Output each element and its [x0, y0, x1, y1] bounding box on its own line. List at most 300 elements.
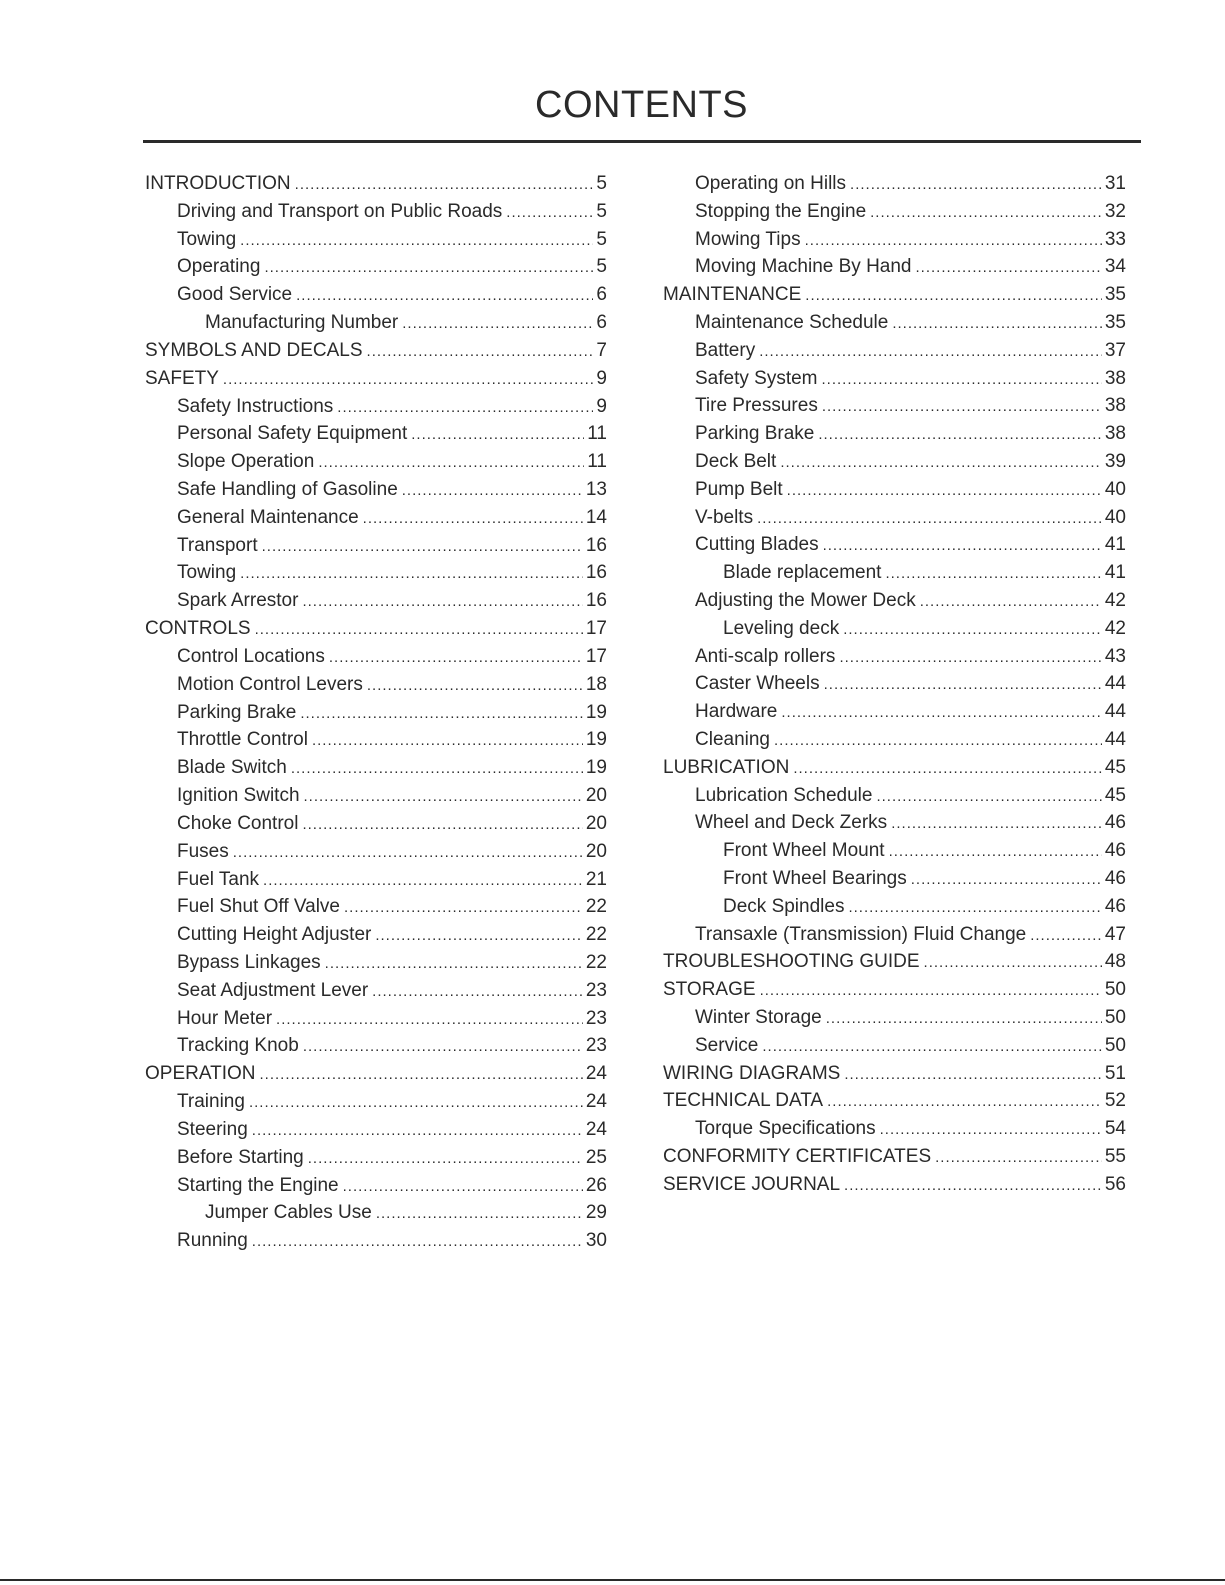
dot-leader	[870, 203, 1102, 223]
toc-entry-page: 47	[1104, 924, 1126, 945]
toc-entry-title: Anti-scalp rollers	[695, 646, 836, 667]
toc-entry-page: 44	[1104, 729, 1126, 750]
toc-entry-title: V-belts	[695, 507, 754, 528]
toc-entry-title: Before Starting	[177, 1147, 304, 1168]
toc-entry-title: Adjusting the Mower Deck	[695, 590, 916, 611]
toc-entry-title: Transport	[177, 535, 258, 556]
toc-entry[interactable]	[205, 313, 607, 333]
toc-entry-title: Seat Adjustment Lever	[177, 980, 369, 1001]
dot-leader	[822, 397, 1102, 417]
toc-entry-page: 50	[1104, 1007, 1126, 1028]
toc-entry-title: Parking Brake	[695, 423, 815, 444]
toc-entry[interactable]	[145, 619, 607, 639]
toc-entry-page: 39	[1104, 451, 1126, 472]
toc-entry[interactable]	[145, 1064, 607, 1084]
dot-leader	[302, 815, 582, 835]
toc-entry[interactable]	[695, 424, 1126, 444]
toc-entry-page: 38	[1104, 423, 1126, 444]
toc-entry-page: 24	[585, 1119, 607, 1140]
toc-entry-title: Tire Pressures	[695, 395, 818, 416]
toc-entry-page: 42	[1104, 590, 1126, 611]
toc-entry-page: 44	[1104, 701, 1126, 722]
dot-leader	[367, 676, 583, 696]
toc-entry[interactable]	[663, 758, 1126, 778]
dot-leader	[260, 1065, 583, 1085]
toc-entry[interactable]	[695, 341, 1126, 361]
dot-leader	[843, 620, 1102, 640]
toc-entry-page: 46	[1104, 812, 1126, 833]
toc-entry-title: Pump Belt	[695, 479, 783, 500]
dot-leader	[822, 370, 1102, 390]
toc-entry-title: Safe Handling of Gasoline	[177, 479, 398, 500]
toc-entry-title: Caster Wheels	[695, 673, 820, 694]
toc-entry-page: 48	[1104, 951, 1126, 972]
toc-entry[interactable]	[723, 563, 1126, 583]
toc-entry-title: Bypass Linkages	[177, 952, 321, 973]
toc-entry[interactable]	[177, 953, 607, 973]
dot-leader	[304, 787, 583, 807]
dot-leader	[774, 731, 1102, 751]
dot-leader	[805, 231, 1102, 251]
toc-entry[interactable]	[177, 786, 607, 806]
toc-entry-page: 24	[585, 1091, 607, 1112]
dot-leader	[844, 1065, 1102, 1085]
dot-leader	[343, 1177, 583, 1197]
toc-entry-page: 50	[1104, 979, 1126, 1000]
toc-entry-title: LUBRICATION	[663, 757, 790, 778]
toc-entry-title: General Maintenance	[177, 507, 359, 528]
toc-entry-title: Throttle Control	[177, 729, 308, 750]
dot-leader	[839, 648, 1101, 668]
toc-entry-page: 5	[596, 229, 607, 250]
dot-leader	[308, 1149, 583, 1169]
toc-entry-title: Towing	[177, 562, 237, 583]
toc-entry-page: 11	[587, 423, 607, 444]
toc-entry-page: 38	[1104, 395, 1126, 416]
toc-entry[interactable]	[695, 535, 1126, 555]
dot-leader	[329, 648, 583, 668]
dot-leader	[924, 953, 1102, 973]
dot-leader	[827, 1092, 1102, 1112]
dot-leader	[824, 675, 1102, 695]
toc-entry[interactable]	[695, 508, 1126, 528]
dot-leader	[255, 620, 583, 640]
toc-entry-title: Towing	[177, 229, 237, 250]
toc-entry-title: Moving Machine By Hand	[695, 256, 912, 277]
dot-leader	[818, 425, 1102, 445]
toc-entry-title: TECHNICAL DATA	[663, 1090, 824, 1111]
toc-entry-title: Operating	[177, 256, 261, 277]
dot-leader	[781, 703, 1101, 723]
toc-entry-page: 46	[1104, 868, 1126, 889]
toc-entry-title: OPERATION	[145, 1063, 256, 1084]
toc-entry-page: 56	[1104, 1174, 1126, 1195]
dot-leader	[337, 398, 593, 418]
dot-leader	[506, 203, 593, 223]
toc-entry-title: Blade Switch	[177, 757, 287, 778]
dot-leader	[892, 314, 1102, 334]
toc-entry-page: 22	[585, 896, 607, 917]
toc-entry-title: Ignition Switch	[177, 785, 300, 806]
toc-entry[interactable]	[695, 813, 1126, 833]
dot-leader	[223, 370, 594, 390]
toc-entry[interactable]	[663, 980, 1126, 1000]
dot-leader	[850, 175, 1102, 195]
dot-leader	[889, 842, 1102, 862]
toc-entry[interactable]	[723, 841, 1126, 861]
toc-entry[interactable]	[695, 1036, 1126, 1056]
toc-entry-page: 45	[1104, 785, 1126, 806]
toc-entry-page: 45	[1104, 757, 1126, 778]
dot-leader	[411, 425, 584, 445]
toc-entry-page: 37	[1104, 340, 1126, 361]
toc-entry-page: 35	[1104, 284, 1126, 305]
toc-entry-title: Deck Spindles	[723, 896, 845, 917]
toc-entry[interactable]	[695, 396, 1126, 416]
toc-entry-page: 18	[585, 674, 607, 695]
toc-entry[interactable]	[695, 591, 1126, 611]
toc-entry-page: 25	[585, 1147, 607, 1168]
toc-entry-page: 51	[1104, 1063, 1126, 1084]
toc-entry-page: 23	[585, 1008, 607, 1029]
toc-entry[interactable]	[177, 1036, 607, 1056]
toc-entry-page: 29	[585, 1202, 607, 1223]
toc-entry[interactable]	[177, 925, 607, 945]
toc-entry-page: 21	[585, 869, 607, 890]
toc-entry-title: Safety Instructions	[177, 396, 334, 417]
dot-leader	[935, 1148, 1102, 1168]
toc-entry[interactable]	[695, 313, 1126, 333]
dot-leader	[363, 509, 583, 529]
toc-entry-title: Torque Specifications	[695, 1118, 876, 1139]
dot-leader	[296, 286, 593, 306]
toc-entry-page: 17	[585, 618, 607, 639]
dot-leader	[402, 481, 583, 501]
toc-entry[interactable]	[145, 174, 607, 194]
toc-entry-title: Fuel Shut Off Valve	[177, 896, 340, 917]
dot-leader	[920, 592, 1102, 612]
toc-entry[interactable]	[723, 869, 1126, 889]
toc-entry[interactable]	[177, 480, 607, 500]
toc-entry[interactable]	[177, 703, 607, 723]
toc-entry-title: Cutting Height Adjuster	[177, 924, 372, 945]
toc-entry-page: 23	[585, 980, 607, 1001]
toc-entry-page: 33	[1104, 229, 1126, 250]
toc-entry[interactable]	[695, 480, 1126, 500]
dot-leader	[263, 871, 583, 891]
toc-entry[interactable]	[695, 230, 1126, 250]
dot-leader	[240, 231, 593, 251]
toc-entry-page: 41	[1104, 562, 1126, 583]
toc-entry-page: 46	[1104, 896, 1126, 917]
dot-leader	[844, 1176, 1102, 1196]
toc-entry-title: INTRODUCTION	[145, 173, 291, 194]
toc-entry[interactable]	[177, 230, 607, 250]
toc-entry-title: Hardware	[695, 701, 778, 722]
toc-entry-page: 11	[587, 451, 607, 472]
toc-entry-page: 50	[1104, 1035, 1126, 1056]
dot-leader	[252, 1232, 583, 1252]
dot-leader	[300, 704, 583, 724]
toc-entry-page: 5	[596, 173, 607, 194]
dot-leader	[249, 1093, 583, 1113]
toc-entry-title: Battery	[695, 340, 756, 361]
toc-entry-title: Running	[177, 1230, 248, 1251]
toc-entry[interactable]	[177, 1009, 607, 1029]
toc-entry-title: CONTROLS	[145, 618, 251, 639]
dot-leader	[885, 564, 1101, 584]
dot-leader	[375, 926, 583, 946]
toc-entry-page: 5	[596, 201, 607, 222]
toc-entry-title: Front Wheel Bearings	[723, 868, 907, 889]
toc-entry-title: Tracking Knob	[177, 1035, 299, 1056]
dot-leader	[318, 453, 584, 473]
toc-entry-title: Good Service	[177, 284, 293, 305]
dot-leader	[891, 814, 1102, 834]
title-divider	[143, 140, 1141, 143]
toc-entry[interactable]	[695, 174, 1126, 194]
toc-entry[interactable]	[177, 981, 607, 1001]
toc-entry-title: Manufacturing Number	[205, 312, 399, 333]
toc-entry[interactable]	[695, 786, 1126, 806]
toc-entry[interactable]	[177, 1092, 607, 1112]
toc-entry-page: 41	[1104, 534, 1126, 555]
dot-leader	[233, 843, 583, 863]
dot-leader	[916, 258, 1102, 278]
toc-entry[interactable]	[205, 1203, 607, 1223]
dot-leader	[264, 258, 593, 278]
toc-entry-page: 52	[1104, 1090, 1126, 1111]
dot-leader	[312, 731, 583, 751]
toc-entry-page: 6	[596, 284, 607, 305]
toc-entry[interactable]	[695, 369, 1126, 389]
toc-entry[interactable]	[723, 619, 1126, 639]
toc-entry[interactable]	[177, 758, 607, 778]
dot-leader	[759, 342, 1102, 362]
toc-entry-title: Hour Meter	[177, 1008, 273, 1029]
toc-entry-title: Maintenance Schedule	[695, 312, 889, 333]
bottom-divider	[0, 1579, 1225, 1581]
toc-entry[interactable]	[177, 424, 607, 444]
toc-entry[interactable]	[145, 341, 607, 361]
toc-entry[interactable]	[695, 257, 1126, 277]
toc-entry-title: SAFETY	[145, 368, 219, 389]
toc-entry[interactable]	[177, 1148, 607, 1168]
toc-entry[interactable]	[177, 842, 607, 862]
toc-entry-title: Personal Safety Equipment	[177, 423, 408, 444]
toc-entry-page: 22	[585, 952, 607, 973]
toc-entry[interactable]	[177, 257, 607, 277]
toc-entry-title: Stopping the Engine	[695, 201, 867, 222]
toc-entry-page: 31	[1104, 173, 1126, 194]
toc-entry[interactable]	[177, 897, 607, 917]
toc-entry[interactable]	[663, 1175, 1126, 1195]
toc-entry-title: SYMBOLS AND DECALS	[145, 340, 363, 361]
toc-entry-title: MAINTENANCE	[663, 284, 802, 305]
toc-entry[interactable]	[177, 1231, 607, 1251]
toc-entry[interactable]	[695, 452, 1126, 472]
toc-entry-page: 26	[585, 1175, 607, 1196]
toc-entry-title: Front Wheel Mount	[723, 840, 885, 861]
toc-entry[interactable]	[177, 202, 607, 222]
toc-entry-page: 55	[1104, 1146, 1126, 1167]
toc-entry[interactable]	[695, 730, 1126, 750]
dot-leader	[780, 453, 1102, 473]
dot-leader	[787, 481, 1102, 501]
toc-entry-page: 24	[585, 1063, 607, 1084]
dot-leader	[402, 314, 593, 334]
dot-leader	[302, 592, 582, 612]
toc-entry-page: 16	[585, 562, 607, 583]
toc-entry-title: Training	[177, 1091, 245, 1112]
dot-leader	[823, 536, 1102, 556]
dot-leader	[367, 342, 594, 362]
toc-entry[interactable]	[695, 1008, 1126, 1028]
toc-entry-title: Operating on Hills	[695, 173, 847, 194]
toc-entry-page: 40	[1104, 507, 1126, 528]
toc-entry-page: 22	[585, 924, 607, 945]
toc-entry-page: 38	[1104, 368, 1126, 389]
toc-entry-page: 20	[585, 841, 607, 862]
toc-entry-page: 16	[585, 535, 607, 556]
toc-entry-title: Fuses	[177, 841, 229, 862]
toc-entry-page: 44	[1104, 673, 1126, 694]
dot-leader	[757, 509, 1102, 529]
dot-leader	[325, 954, 583, 974]
toc-entry[interactable]	[695, 1119, 1126, 1139]
toc-entry[interactable]	[177, 563, 607, 583]
toc-entry[interactable]	[663, 1147, 1126, 1167]
dot-leader	[793, 759, 1102, 779]
toc-entry-title: STORAGE	[663, 979, 756, 1000]
toc-entry-title: Lubrication Schedule	[695, 785, 873, 806]
toc-entry-title: Starting the Engine	[177, 1175, 339, 1196]
toc-entry-title: Motion Control Levers	[177, 674, 363, 695]
toc-entry[interactable]	[177, 397, 607, 417]
dot-leader	[826, 1009, 1102, 1029]
dot-leader	[880, 1120, 1102, 1140]
toc-entry-page: 13	[585, 479, 607, 500]
toc-entry-title: Control Locations	[177, 646, 325, 667]
toc-entry[interactable]	[177, 452, 607, 472]
dot-leader	[240, 564, 583, 584]
toc-entry-page: 42	[1104, 618, 1126, 639]
page-title: CONTENTS	[535, 84, 748, 126]
toc-entry-page: 40	[1104, 479, 1126, 500]
toc-entry-page: 20	[585, 813, 607, 834]
toc-entry[interactable]	[177, 508, 607, 528]
toc-entry[interactable]	[663, 285, 1126, 305]
toc-entry-title: WIRING DIAGRAMS	[663, 1063, 841, 1084]
dot-leader	[805, 286, 1102, 306]
toc-entry-title: Mowing Tips	[695, 229, 801, 250]
toc-entry-page: 9	[596, 396, 607, 417]
toc-entry-page: 9	[596, 368, 607, 389]
dot-leader	[376, 1204, 583, 1224]
toc-entry-page: 54	[1104, 1118, 1126, 1139]
toc-entry-title: Jumper Cables Use	[205, 1202, 372, 1223]
toc-entry-page: 16	[585, 590, 607, 611]
toc-entry[interactable]	[177, 285, 607, 305]
toc-entry[interactable]	[695, 925, 1126, 945]
dot-leader	[762, 1037, 1102, 1057]
toc-entry-title: Spark Arrestor	[177, 590, 299, 611]
toc-entry[interactable]	[663, 952, 1126, 972]
toc-entry-title: Leveling deck	[723, 618, 840, 639]
toc-entry-page: 14	[585, 507, 607, 528]
toc-entry-page: 35	[1104, 312, 1126, 333]
toc-entry[interactable]	[177, 1176, 607, 1196]
toc-entry-page: 20	[585, 785, 607, 806]
dot-leader	[911, 870, 1102, 890]
dot-leader	[276, 1010, 583, 1030]
toc-entry[interactable]	[695, 674, 1126, 694]
toc-entry[interactable]	[177, 870, 607, 890]
toc-entry-page: 6	[596, 312, 607, 333]
toc-entry-title: Winter Storage	[695, 1007, 822, 1028]
toc-entry[interactable]	[177, 675, 607, 695]
toc-entry[interactable]	[177, 814, 607, 834]
toc-entry[interactable]	[723, 897, 1126, 917]
dot-leader	[252, 1121, 583, 1141]
toc-entry-title: Service	[695, 1035, 759, 1056]
dot-leader	[344, 898, 583, 918]
toc-entry-title: Fuel Tank	[177, 869, 260, 890]
toc-entry-page: 17	[585, 646, 607, 667]
toc-entry-title: Cleaning	[695, 729, 770, 750]
toc-entry-title: Cutting Blades	[695, 534, 819, 555]
toc-entry-page: 30	[585, 1230, 607, 1251]
dot-leader	[372, 982, 583, 1002]
toc-entry[interactable]	[177, 647, 607, 667]
toc-entry-title: Blade replacement	[723, 562, 882, 583]
toc-entry-page: 32	[1104, 201, 1126, 222]
toc-entry[interactable]	[695, 647, 1126, 667]
toc-entry-title: Parking Brake	[177, 702, 297, 723]
dot-leader	[295, 175, 594, 195]
toc-entry[interactable]	[145, 369, 607, 389]
toc-entry-title: Transaxle (Transmission) Fluid Change	[695, 924, 1027, 945]
toc-entry[interactable]	[695, 202, 1126, 222]
toc-entry-title: Deck Belt	[695, 451, 777, 472]
toc-entry[interactable]	[177, 730, 607, 750]
toc-entry[interactable]	[663, 1064, 1126, 1084]
toc-entry-page: 19	[585, 702, 607, 723]
toc-entry-page: 23	[585, 1035, 607, 1056]
toc-entry-title: CONFORMITY CERTIFICATES	[663, 1146, 932, 1167]
dot-leader	[303, 1037, 583, 1057]
dot-leader	[876, 787, 1101, 807]
toc-entry-page: 7	[596, 340, 607, 361]
toc-entry-title: TROUBLESHOOTING GUIDE	[663, 951, 920, 972]
toc-entry-page: 43	[1104, 646, 1126, 667]
toc-entry[interactable]	[177, 1120, 607, 1140]
toc-entry[interactable]	[695, 702, 1126, 722]
toc-entry[interactable]	[177, 591, 607, 611]
toc-entry-page: 5	[596, 256, 607, 277]
dot-leader	[760, 981, 1102, 1001]
toc-entry[interactable]	[663, 1091, 1126, 1111]
toc-entry-title: SERVICE JOURNAL	[663, 1174, 841, 1195]
dot-leader	[291, 759, 583, 779]
dot-leader	[1030, 926, 1102, 946]
toc-entry-title: Driving and Transport on Public Roads	[177, 201, 503, 222]
toc-entry[interactable]	[177, 536, 607, 556]
toc-entry-page: 34	[1104, 256, 1126, 277]
toc-entry-title: Choke Control	[177, 813, 299, 834]
dot-leader	[848, 898, 1101, 918]
toc-entry-title: Slope Operation	[177, 451, 315, 472]
